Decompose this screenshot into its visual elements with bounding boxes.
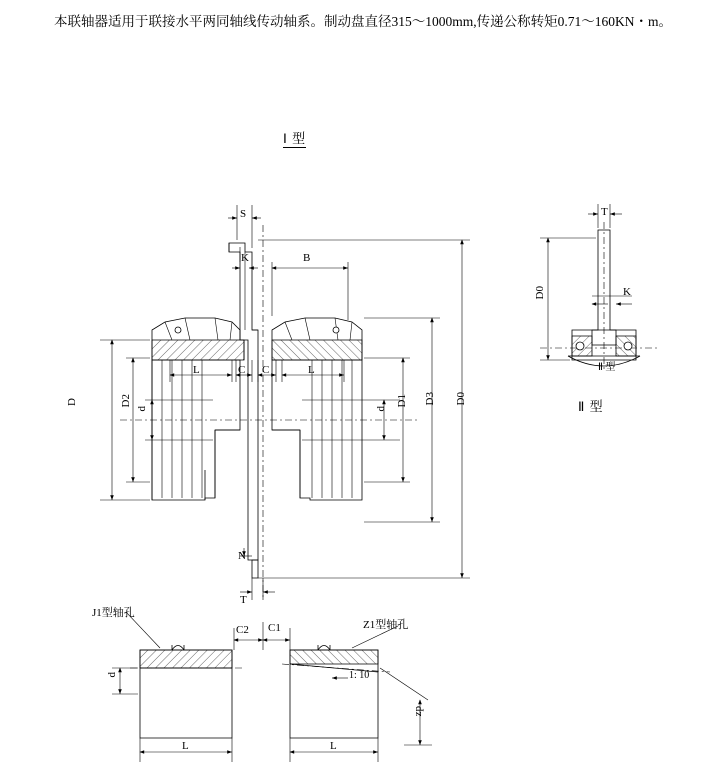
taper-label: 1: 10 — [349, 670, 370, 681]
dim-d3-label: D3 — [424, 392, 436, 406]
type2-inner-label: Ⅱ 型 — [598, 362, 616, 373]
dim-n-label: N — [238, 550, 246, 562]
bore-z1-label: Z1型轴孔 — [363, 619, 409, 631]
dim-c-right-label: C — [262, 364, 270, 376]
dim-t-bottom-label: T — [240, 594, 247, 606]
dim-s-label: S — [240, 208, 247, 220]
dim-d-label: D — [66, 398, 78, 406]
dim-zp-label: zp — [412, 706, 424, 717]
bore-j1-label: J1型轴孔 — [92, 607, 135, 619]
dim-d-small-right-label: d — [375, 406, 387, 412]
dim-d0-label: D0 — [455, 392, 467, 406]
intro-text: 本联轴器适用于联接水平两同轴线传动轴系。制动盘直径315～1000mm,传递公称转矩0.71～160KN・m。 — [54, 14, 672, 29]
type1-title: Ⅰ 型 — [283, 131, 307, 146]
dim-d0-type2-label: D0 — [534, 286, 546, 300]
bore-detail-drawings — [112, 612, 432, 762]
dim-l-bore-left-label: L — [182, 740, 189, 752]
type2-title: Ⅱ 型 — [578, 399, 604, 414]
dim-k-label: K — [241, 252, 249, 264]
dim-b-label: B — [303, 252, 311, 264]
dim-k-type2-label: K — [623, 286, 631, 298]
dim-l-left-label: L — [193, 364, 200, 376]
dim-d-small-left-label: d — [136, 406, 148, 412]
dim-d-bore-label: d — [106, 672, 118, 678]
dim-c-left-label: C — [238, 364, 246, 376]
type2-detail-drawing — [540, 204, 660, 372]
type1-assembly-drawing — [100, 205, 470, 600]
dim-l-right-label: L — [308, 364, 315, 376]
dim-c2-label: C2 — [236, 624, 249, 636]
dim-t-type2-label: T — [601, 206, 608, 218]
dim-d1-label: D1 — [396, 394, 408, 408]
dim-l-bore-right-label: L — [330, 740, 337, 752]
dim-d2-label: D2 — [120, 394, 132, 408]
dim-c1-label: C1 — [268, 622, 281, 634]
